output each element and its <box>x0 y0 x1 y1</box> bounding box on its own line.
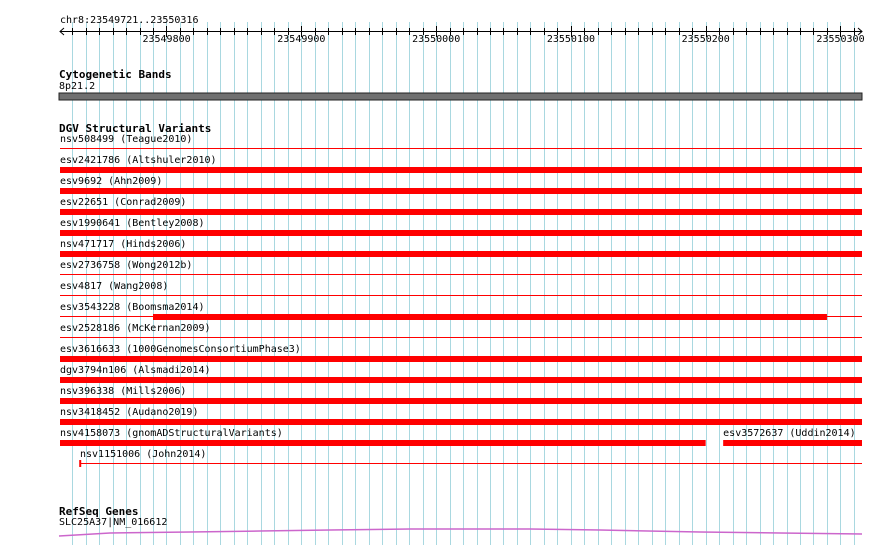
variant-label[interactable]: nsv4158073 (gnomADStructuralVariants) <box>60 428 283 439</box>
variant-bar[interactable] <box>60 188 862 194</box>
ruler-tick-label: 23550300 <box>816 34 865 45</box>
variant-label[interactable]: esv9692 (Ahn2009) <box>60 176 163 187</box>
variant-label[interactable]: nsv1151006 (John2014) <box>80 449 207 460</box>
variant-bar[interactable] <box>60 419 862 425</box>
variant-label[interactable]: esv3543228 (Boomsma2014) <box>60 302 205 313</box>
variant-label[interactable]: esv2528186 (McKernan2009) <box>60 323 211 334</box>
variant-label[interactable]: nsv471717 (Hinds2006) <box>60 239 187 250</box>
variant-bar[interactable] <box>60 356 862 362</box>
ruler-tick-label: 23549800 <box>142 34 191 45</box>
cytoband-track-title: Cytogenetic Bands <box>59 68 172 81</box>
ruler-tick-label: 23549900 <box>277 34 326 45</box>
cytoband-bar[interactable] <box>59 93 862 100</box>
dgv-track-title: DGV Structural Variants <box>59 122 212 135</box>
variant-label[interactable]: esv3616633 (1000GenomesConsortiumPhase3) <box>60 344 301 355</box>
variant-label[interactable]: esv2736758 (Wong2012b) <box>60 260 193 271</box>
variant-label[interactable]: esv1990641 (Bentley2008) <box>60 218 205 229</box>
refseq-gene-line[interactable] <box>59 529 862 536</box>
variant-bar[interactable] <box>60 209 862 215</box>
variant-bar[interactable] <box>153 314 827 320</box>
variant-bar[interactable] <box>60 440 706 446</box>
ruler-tick-label: 23550000 <box>412 34 461 45</box>
variant-start-tick[interactable] <box>79 460 81 467</box>
variant-bar[interactable] <box>723 440 862 446</box>
variant-bar[interactable] <box>60 377 862 383</box>
variant-label[interactable]: esv3572637 (Uddin2014) <box>723 428 856 439</box>
variant-label[interactable]: nsv508499 (Teague2010) <box>60 134 193 145</box>
location-label: chr8:23549721..23550316 <box>60 15 199 26</box>
variant-bar[interactable] <box>60 398 862 404</box>
ruler-tick-label: 23550200 <box>681 34 730 45</box>
variant-label[interactable]: esv2421786 (Altshuler2010) <box>60 155 217 166</box>
variant-bar[interactable] <box>60 230 862 236</box>
refseq-track-title: RefSeq Genes <box>59 505 139 518</box>
variant-label[interactable]: nsv3418452 (Audano2019) <box>60 407 199 418</box>
refseq-gene-label[interactable]: SLC25A37|NM_016612 <box>59 517 168 528</box>
variant-bar[interactable] <box>60 251 862 257</box>
variant-bar[interactable] <box>60 167 862 173</box>
variant-label[interactable]: esv4817 (Wang2008) <box>60 281 169 292</box>
variant-label[interactable]: esv22651 (Conrad2009) <box>60 197 187 208</box>
cytoband-label: 8p21.2 <box>59 81 96 92</box>
variant-label[interactable]: nsv396338 (Mills2006) <box>60 386 187 397</box>
variant-label[interactable]: dgv3794n106 (Alsmadi2014) <box>60 365 211 376</box>
ruler-tick-label: 23550100 <box>546 34 596 45</box>
